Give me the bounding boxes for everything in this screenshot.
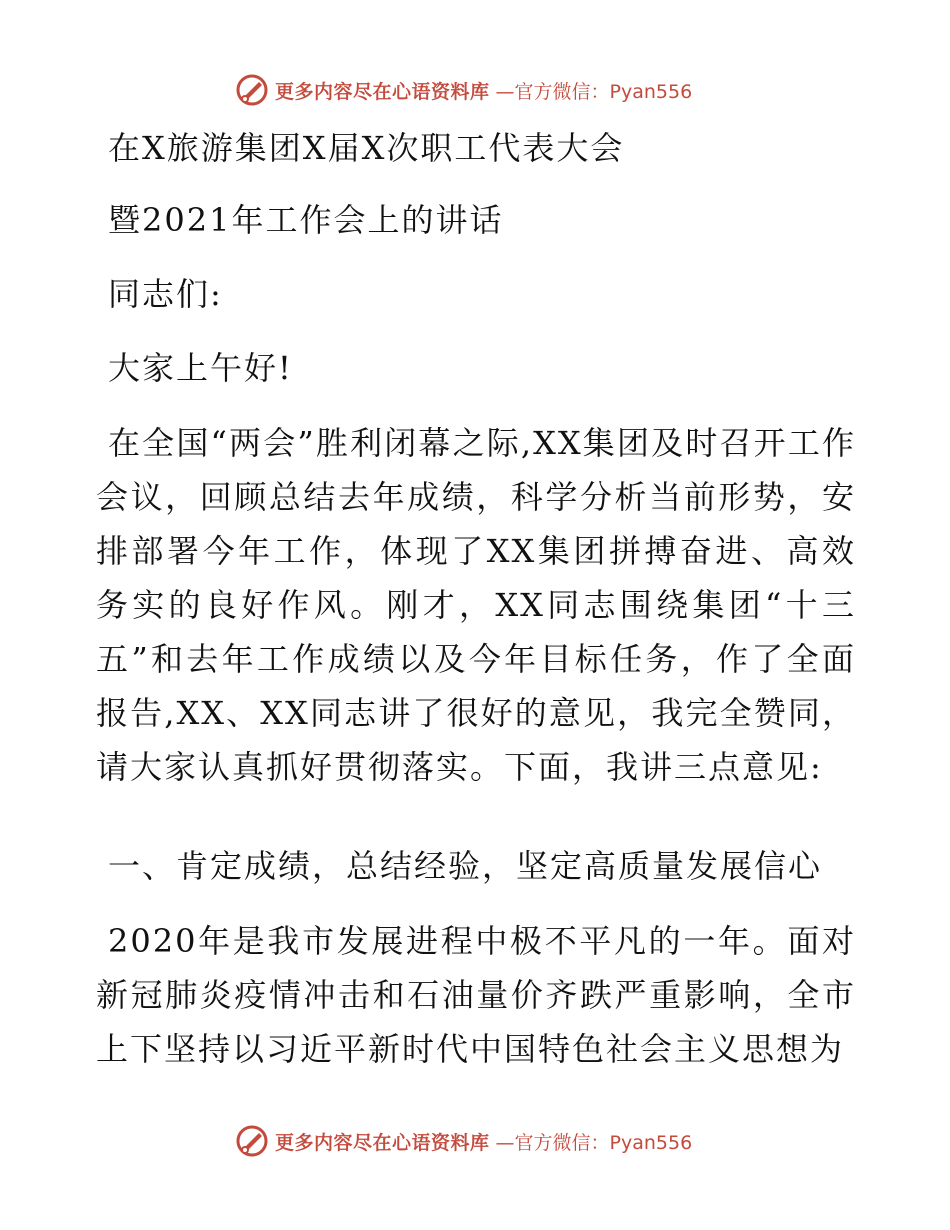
header-watermark [235,72,692,108]
paragraph-review [96,914,856,1076]
pen-logo-icon [235,1124,269,1158]
salutation: 同志们: [108,275,223,313]
section-heading: 一、肯定成绩，总结经验，坚定高质量发展信心 [108,847,823,885]
watermark-wechat-text: —官方微信：Pyan556 [495,80,693,103]
watermark-promo-text: 更多内容尽在心语资料库 [275,1131,490,1154]
document-title-line2: 暨2021年工作会上的讲话 [108,201,504,239]
greeting: 大家上午好! [108,349,293,387]
watermark-wechat-text: —官方微信：Pyan556 [495,1131,693,1154]
paragraph-review-text: 2020年是我市发展进程中极不平凡的一年。面对新冠肺炎疫情冲击和石油量价齐跌严重影响，全市上下坚持以习近平新时代中国特色社会主义思想为 [96,922,856,1068]
footer-watermark [235,1123,692,1159]
paragraph-opening [96,416,856,794]
paragraph-opening-text: 在全国“两会”胜利闭幕之际,XX集团及时召开工作会议，回顾总结去年成绩，科学分析当前形势，安排部署今年工作，体现了XX集团拼搏奋进、高效务实的良好作风。刚才，XX同志围绕集团“十三五”和去年工作成绩以及今年目标任务，作了全面报告,XX、XX同志讲了很好的意见，我完全赞同，请大家认真抓好贯彻落实。下面，我讲三点意见: [96,424,856,786]
watermark-promo-text: 更多内容尽在心语资料库 [275,80,490,103]
document-title-line1: 在X旅游集团X届X次职工代表大会 [108,129,625,167]
pen-logo-icon [235,73,269,107]
